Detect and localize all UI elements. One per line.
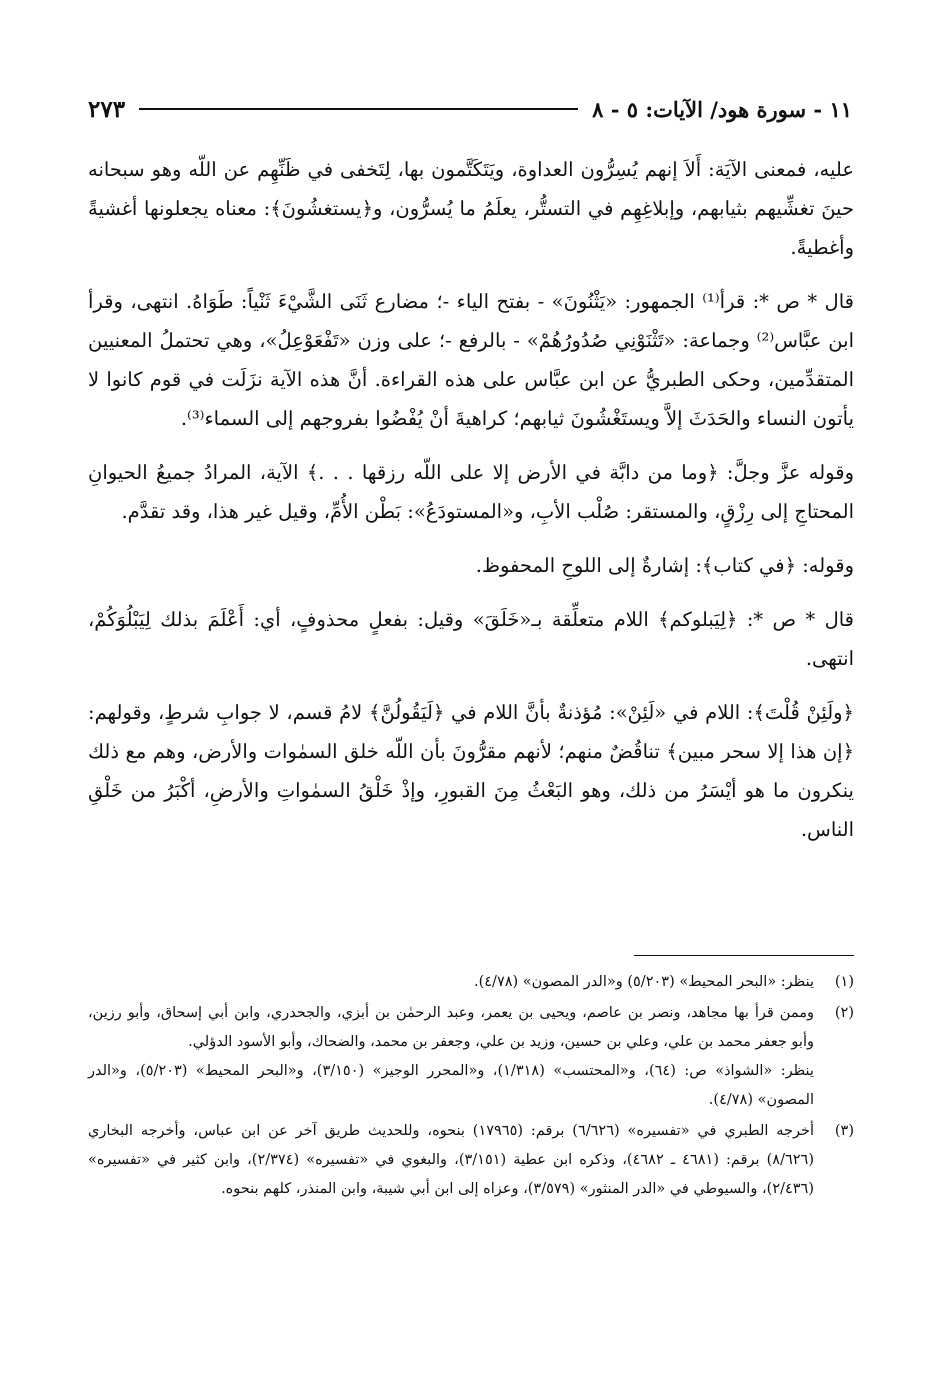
footnote-text: وممن قرأ بها مجاهد، ونصر بن عاصم، ويحيى بن يعمر، وعبد الرحمٰن بن أبزي، والجحدري، وابن أبي إسحاق، وأبو رزين، وأبو جعفر محمد بن علي، وعلي بن حسين، وزيد بن علي، وجعفر بن محمد، والضحاك، وأبو الأسود الدؤلي. xyxy=(88,1005,814,1050)
footnote-separator xyxy=(634,955,854,956)
footnotes xyxy=(88,968,854,1206)
paragraph: قال * ص *: قرأ⁽¹⁾ الجمهور: «يَثْنُونَ» - بفتح الياء -؛ مضارع ثَنَى الشَّيْءَ ثَنْياً: طَوَاهُ. انتهى، وقرأ ابن عبَّاس⁽²⁾ وجماعة: «تَثْنَوْنِي صُدُورُهُمْ» - بالرفع -؛ على وزن «تَفْعَوْعِلُ»، وهي تحتملُ المعنيين المتقدِّمين، وحكى الطبريُّ عن ابن عبَّاس على هذه القراءة. أنَّ هذه الآية نزَلَت في قوم كانوا لا يأتون النساء والحَدَثَ إلاَّ ويستَغْشُونَ ثيابهم؛ كراهيةَ أنْ يُفْضُوا بفروجهم إلى السماء⁽³⁾. xyxy=(88,290,854,430)
chapter-title: ١١ - سورة هود/ الآيات: ٥ - ٨ xyxy=(592,96,852,122)
footnote xyxy=(88,1117,854,1204)
header-rule xyxy=(139,108,578,110)
footnote-text: ينظر: «البحر المحيط» (٥/٢٠٣) و«الدر المصون» (٤/٧٨). xyxy=(473,974,814,990)
paragraph: ﴿ولَئِنْ قُلْتَ﴾: اللام في «لَئِنْ»: مُؤذنةٌ بأنَّ اللام في ﴿لَيَقُولُنَّ﴾ لامُ قسم، لا جوابِ شرطٍ، وقولهم: ﴿إن هذا إلا سحر مبين﴾ تناقُضٌ منهم؛ لأنهم مقرُّونَ بأن اللّه خلق السمٰوات والأرض، وهم مع ذلك ينكرون ما هو أيْسَرُ من ذلك، وهو البَعْثُ مِنَ القبورِ، وإذْ خَلْقُ السمٰواتِ والأرضِ، أكْبَرُ من خَلْقِ الناس. xyxy=(88,701,854,841)
footnote-number: (٣) xyxy=(834,1123,854,1139)
footnote-text: ينظر: «الشواذ» ص: (٦٤)، و«المحتسب» (١/٣١٨)، و«المحرر الوجيز» (٣/١٥٠)، و«البحر المحيط» (٥/٢٠٣)، و«الدر المصون» (٤/٧٨). xyxy=(88,1063,814,1108)
footnote-number: (١) xyxy=(834,974,854,990)
footnote xyxy=(88,968,854,997)
footnote-text: أخرجه الطبري في «تفسيره» (٦/٦٢٦) برقم: (١٧٩٦٥) بنحوه، وللحديث طريق آخر عن ابن عباس، وأخرجه البخاري (٨/٦٢٦) برقم: (٤٦٨١ ـ ٤٦٨٢)، وذكره ابن عطية (٣/١٥١)، والبغوي في «تفسيره» (٢/٣٧٤)، وابن كثير في «تفسيره» (٢/٤٣٦)، والسيوطي في «الدر المنثور» (٣/٥٧٩)، وعزاه إلى ابن أبي شيبة، وابن المنذر، كلهم بنحوه. xyxy=(88,1123,814,1197)
paragraph: قال * ص *: ﴿لِيَبلوكم﴾ اللام متعلِّقة بـ«خَلَقَ» وقيل: بفعلٍ محذوفٍ، أي: أَعْلَمَ بذلك لِيَبْلُوَكُمْ، انتهى. xyxy=(88,608,854,670)
paragraph: وقوله: ﴿في كتاب﴾: إشارةٌ إلى اللوحِ المحفوظ. xyxy=(475,554,854,577)
main-text xyxy=(88,150,854,864)
paragraph: عليه، فمعنى الآيَة: أَلاَ إنهم يُسِرُّون العداوة، ويَتَكَتَّمون بها، لِتَخفى في ظَنِّهِم عن اللّه وهو سبحانه حينَ تغشِّيهم بثيابهم، وإبلاغِهِم في التستُّر، يعلَمُ ما يُسرُّون، و﴿يستغشُونَ﴾: معناه يجعلونها أغشيةً وأغطيةً. xyxy=(88,158,854,259)
paragraph: وقوله عزَّ وجلَّ: ﴿وما من دابَّة في الأرض إلا على اللّه رزقها . . .﴾ الآية، المرادُ جميعُ الحيوانِ المحتاجِ إلى رِزْقٍ، والمستقر: صُلْب الأبِ، و«المستودَعُ»: بَطْن الأُمِّ، وقيل غير هذا، وقد تقدَّم. xyxy=(88,461,854,523)
page-number: ٢٧٣ xyxy=(88,95,126,123)
running-header xyxy=(88,92,852,126)
footnote-number: (٢) xyxy=(834,1005,854,1021)
footnote xyxy=(88,999,854,1115)
